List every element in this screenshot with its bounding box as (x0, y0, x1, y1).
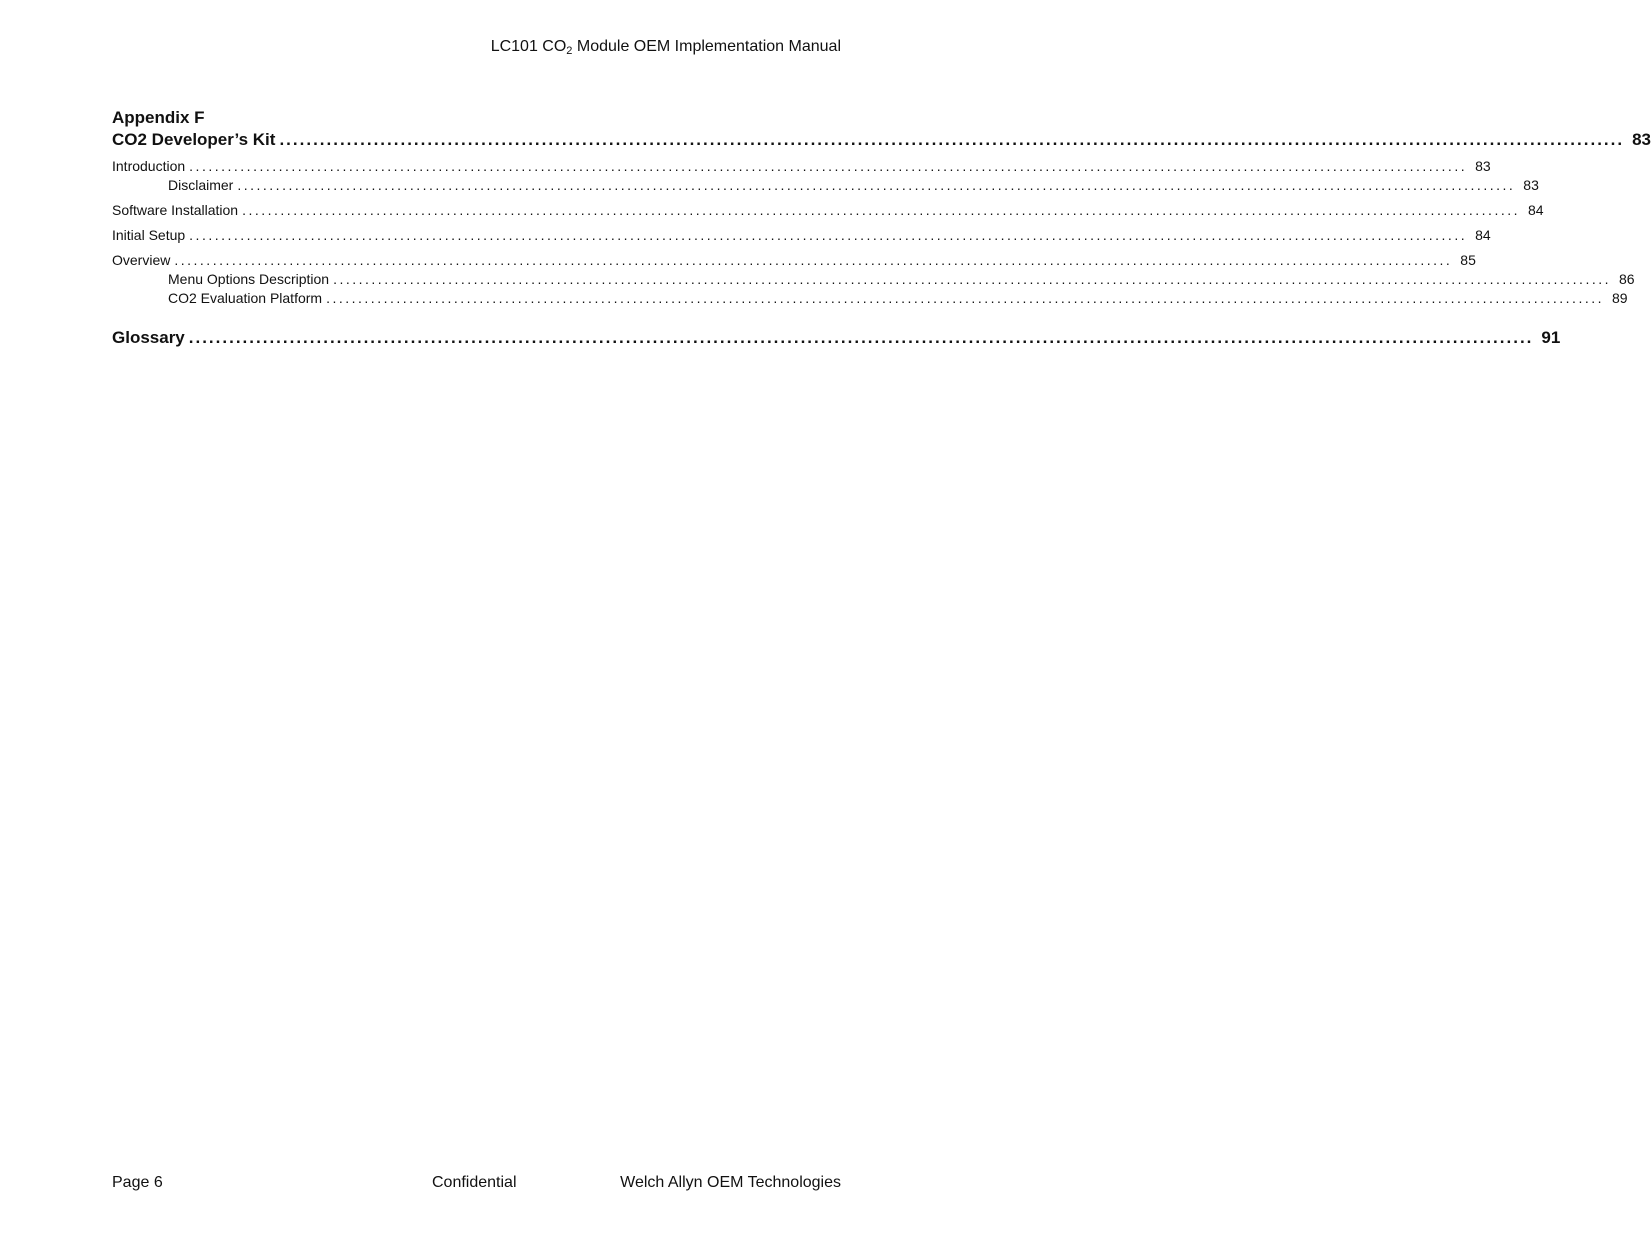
toc-entry-menu-options-description[interactable] (112, 270, 1635, 289)
appendix-label: Appendix F (112, 108, 205, 127)
dot-leader: ........................................................................................................................................................................................................ (242, 202, 1521, 218)
footer-company: Welch Allyn OEM Technologies (620, 1174, 841, 1191)
toc-entry-page: 85 (1460, 252, 1476, 268)
dot-leader: ........................................................................................................................................................................................................ (279, 130, 1625, 149)
toc-entry-title: Initial Setup (112, 227, 186, 243)
toc-entry-overview[interactable] (112, 251, 1476, 270)
dot-leader: ........................................................................................................................................................................................................ (326, 290, 1605, 306)
dot-leader: ........................................................................................................................................................................................................ (189, 227, 1468, 243)
toc-entry-title: CO2 Developer’s Kit (112, 130, 276, 149)
toc-entry-initial-setup[interactable] (112, 226, 1491, 245)
dot-leader: ........................................................................................................................................................................................................ (189, 158, 1468, 174)
header-suffix: Module OEM Implementation Manual (572, 38, 841, 55)
dot-leader: ........................................................................................................................................................................................................ (174, 252, 1453, 268)
toc-entry-page: 83 (1632, 130, 1651, 149)
toc-entry-title: Menu Options Description (168, 271, 330, 287)
dot-leader: ........................................................................................................................................................................................................ (237, 177, 1516, 193)
header-subscript: 2 (566, 45, 573, 57)
toc-entry-introduction[interactable] (112, 157, 1491, 176)
toc-entry-title: Glossary (112, 328, 185, 347)
header-prefix: LC101 CO (490, 38, 567, 55)
toc-entry-page: 91 (1541, 328, 1561, 347)
footer-page-number: Page 6 (112, 1174, 163, 1191)
toc-entry-software-installation[interactable] (112, 201, 1544, 220)
toc-entry-co2-evaluation-platform[interactable] (112, 289, 1628, 308)
toc-entry-title: Overview (112, 252, 171, 268)
toc-entry-page: 84 (1528, 202, 1544, 218)
toc-entry-title: Software Installation (112, 202, 239, 218)
toc-entry-appendix-f[interactable] (112, 128, 1651, 151)
toc-entry-page: 89 (1612, 290, 1628, 306)
toc-entry-title: Introduction (112, 158, 186, 174)
toc-entry-page: 84 (1475, 227, 1491, 243)
toc-entry-disclaimer[interactable] (112, 176, 1539, 195)
dot-leader: ........................................................................................................................................................................................................ (333, 271, 1612, 287)
table-of-contents (112, 107, 1651, 349)
toc-entry-page: 83 (1523, 177, 1539, 193)
dot-leader: ........................................................................................................................................................................................................ (188, 328, 1534, 347)
toc-entry-title: Disclaimer (168, 177, 234, 193)
footer-confidential: Confidential (432, 1174, 517, 1191)
toc-entry-title: CO2 Evaluation Platform (168, 290, 323, 306)
running-header (491, 37, 841, 57)
toc-entry-glossary[interactable] (112, 326, 1561, 349)
toc-entry-page: 83 (1475, 158, 1491, 174)
toc-entry-page: 86 (1619, 271, 1635, 287)
